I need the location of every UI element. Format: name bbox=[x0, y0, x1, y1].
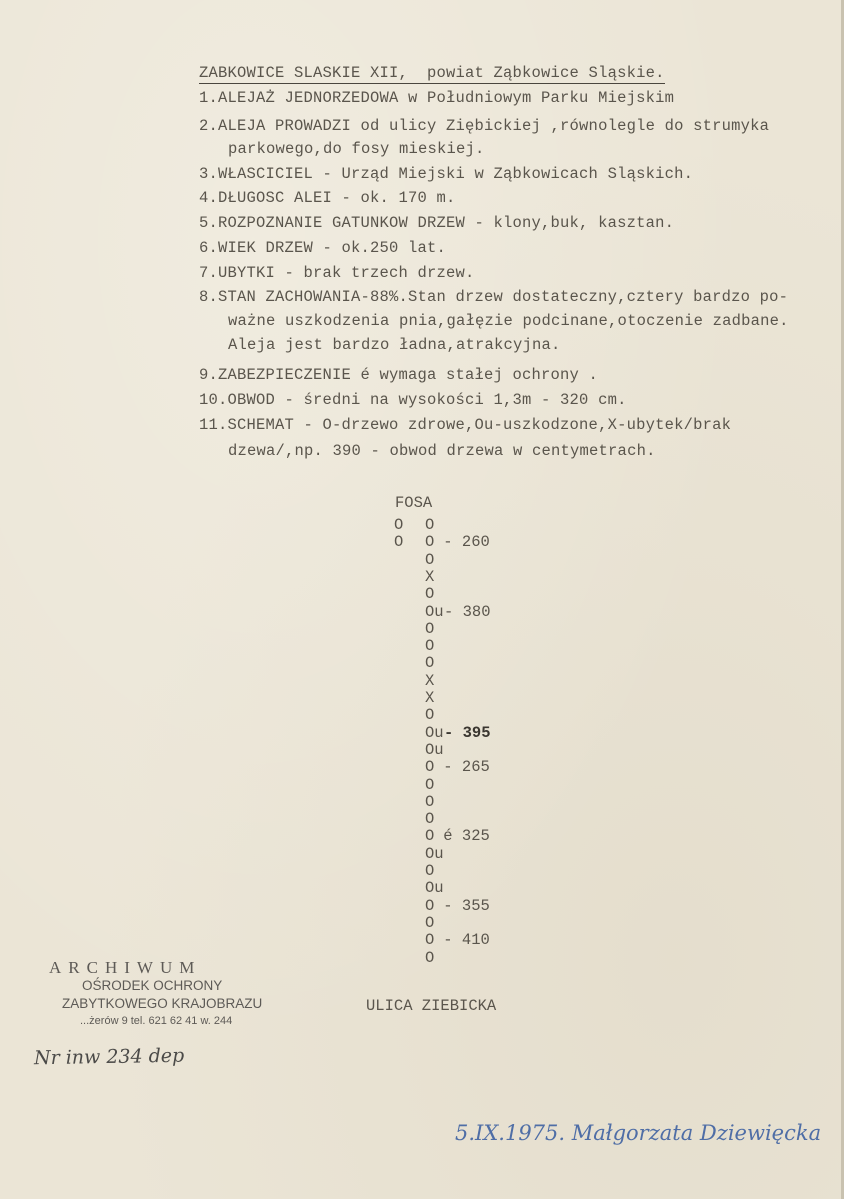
tree-marker: O bbox=[425, 585, 435, 604]
list-item-line: 4.DŁUGOSC ALEI - ok. 170 m. bbox=[199, 189, 456, 207]
tree-marker: O bbox=[425, 913, 435, 932]
list-item-line: dzewa/,np. 390 - obwod drzewa w centymetrach. bbox=[228, 442, 656, 460]
schema-bottom-label: ULICA ZIEBICKA bbox=[366, 997, 497, 1015]
tree-marker: O bbox=[425, 654, 435, 673]
tree-marker: Ou bbox=[425, 602, 444, 621]
tree-marker: O bbox=[425, 862, 435, 880]
list-item-line: 1.ALEJAŻ JEDNORZEDOWA w Południowym Parku Miejskim bbox=[199, 89, 675, 107]
archive-stamp-address: ...żerów 9 tel. 621 62 41 w. 244 bbox=[80, 1015, 233, 1027]
tree-marker: O bbox=[425, 948, 435, 967]
tree-marker: Ou bbox=[425, 740, 444, 759]
tree-marker-left: O bbox=[394, 533, 404, 552]
list-item-line: ważne uszkodzenia pnia,gałęzie podcinane,otoczenie zadbane. bbox=[228, 312, 789, 330]
list-item-line: 3.WŁASCICIEL - Urząd Miejski w Ząbkowicach Sląskich. bbox=[199, 165, 694, 183]
list-item-line: parkowego,do fosy mieskiej. bbox=[228, 140, 485, 158]
tree-circumference: - 260 bbox=[434, 533, 490, 552]
tree-marker: O bbox=[425, 637, 435, 656]
list-item-line: 2.ALEJA PROWADZI od ulicy Ziębickiej ,równolegle do strumyka bbox=[199, 117, 770, 135]
tree-marker: O bbox=[425, 931, 435, 950]
tree-marker: O bbox=[425, 792, 435, 811]
tree-marker: Ou bbox=[425, 723, 444, 742]
tree-circumference: - 265 bbox=[434, 758, 490, 777]
list-item-line: 10.OBWOD - średni na wysokości 1,3m - 320 cm. bbox=[199, 391, 627, 409]
tree-marker: X bbox=[425, 689, 435, 707]
tree-circumference: - 355 bbox=[434, 896, 490, 915]
tree-marker: O bbox=[425, 619, 435, 638]
list-item-line: 5.ROZPOZNANIE GATUNKOW DRZEW - klony,buk, kasztan. bbox=[199, 214, 675, 232]
tree-marker: O bbox=[425, 516, 435, 534]
archive-stamp-title: ARCHIWUM bbox=[49, 958, 202, 977]
tree-marker: O bbox=[425, 550, 435, 569]
archive-stamp-line: OŚRODEK OCHRONY bbox=[82, 978, 223, 993]
list-item-line: 6.WIEK DRZEW - ok.250 lat. bbox=[199, 239, 447, 257]
tree-marker: X bbox=[425, 671, 435, 690]
tree-marker: O bbox=[425, 896, 435, 915]
tree-marker-left: O bbox=[394, 516, 404, 534]
list-item-line: Aleja jest bardzo ładna,atrakcyjna. bbox=[228, 336, 561, 354]
list-item-line: 7.UBYTKI - brak trzech drzew. bbox=[199, 264, 475, 282]
tree-circumference: - 380 bbox=[444, 602, 491, 621]
date-signature: 5.IX.1975. Małgorzata Dziewięcka bbox=[455, 1121, 822, 1145]
list-item-line: 9.ZABEZPIECZENIE é wymaga stałej ochrony . bbox=[199, 366, 599, 384]
list-item-line: 8.STAN ZACHOWANIA-88%.Stan drzew dostateczny,cztery bardzo po- bbox=[199, 288, 789, 306]
archive-stamp-line: ZABYTKOWEGO KRAJOBRAZU bbox=[62, 996, 263, 1011]
tree-marker: Ou bbox=[425, 844, 444, 863]
tree-marker: O bbox=[425, 706, 435, 725]
document-title: ZABKOWICE SLASKIE XII, powiat Ząbkowice Sląskie. bbox=[199, 64, 665, 82]
tree-marker: O bbox=[425, 533, 435, 552]
tree-marker: O bbox=[425, 775, 435, 794]
list-item-line: 11.SCHEMAT - O-drzewo zdrowe,Ou-uszkodzone,X-ubytek/brak bbox=[199, 416, 732, 434]
tree-marker: Ou bbox=[425, 879, 444, 898]
tree-marker: O bbox=[425, 827, 435, 846]
tree-marker: O bbox=[425, 758, 435, 777]
tree-circumference: - 395 bbox=[444, 723, 491, 742]
tree-marker: O bbox=[425, 810, 435, 829]
schema-top-label: FOSA bbox=[395, 494, 433, 512]
tree-marker: X bbox=[425, 567, 435, 586]
tree-circumference: é 325 bbox=[434, 827, 490, 846]
inventory-number-note: Nr inw 234 dep bbox=[33, 1044, 185, 1070]
tree-circumference: - 410 bbox=[434, 931, 490, 950]
